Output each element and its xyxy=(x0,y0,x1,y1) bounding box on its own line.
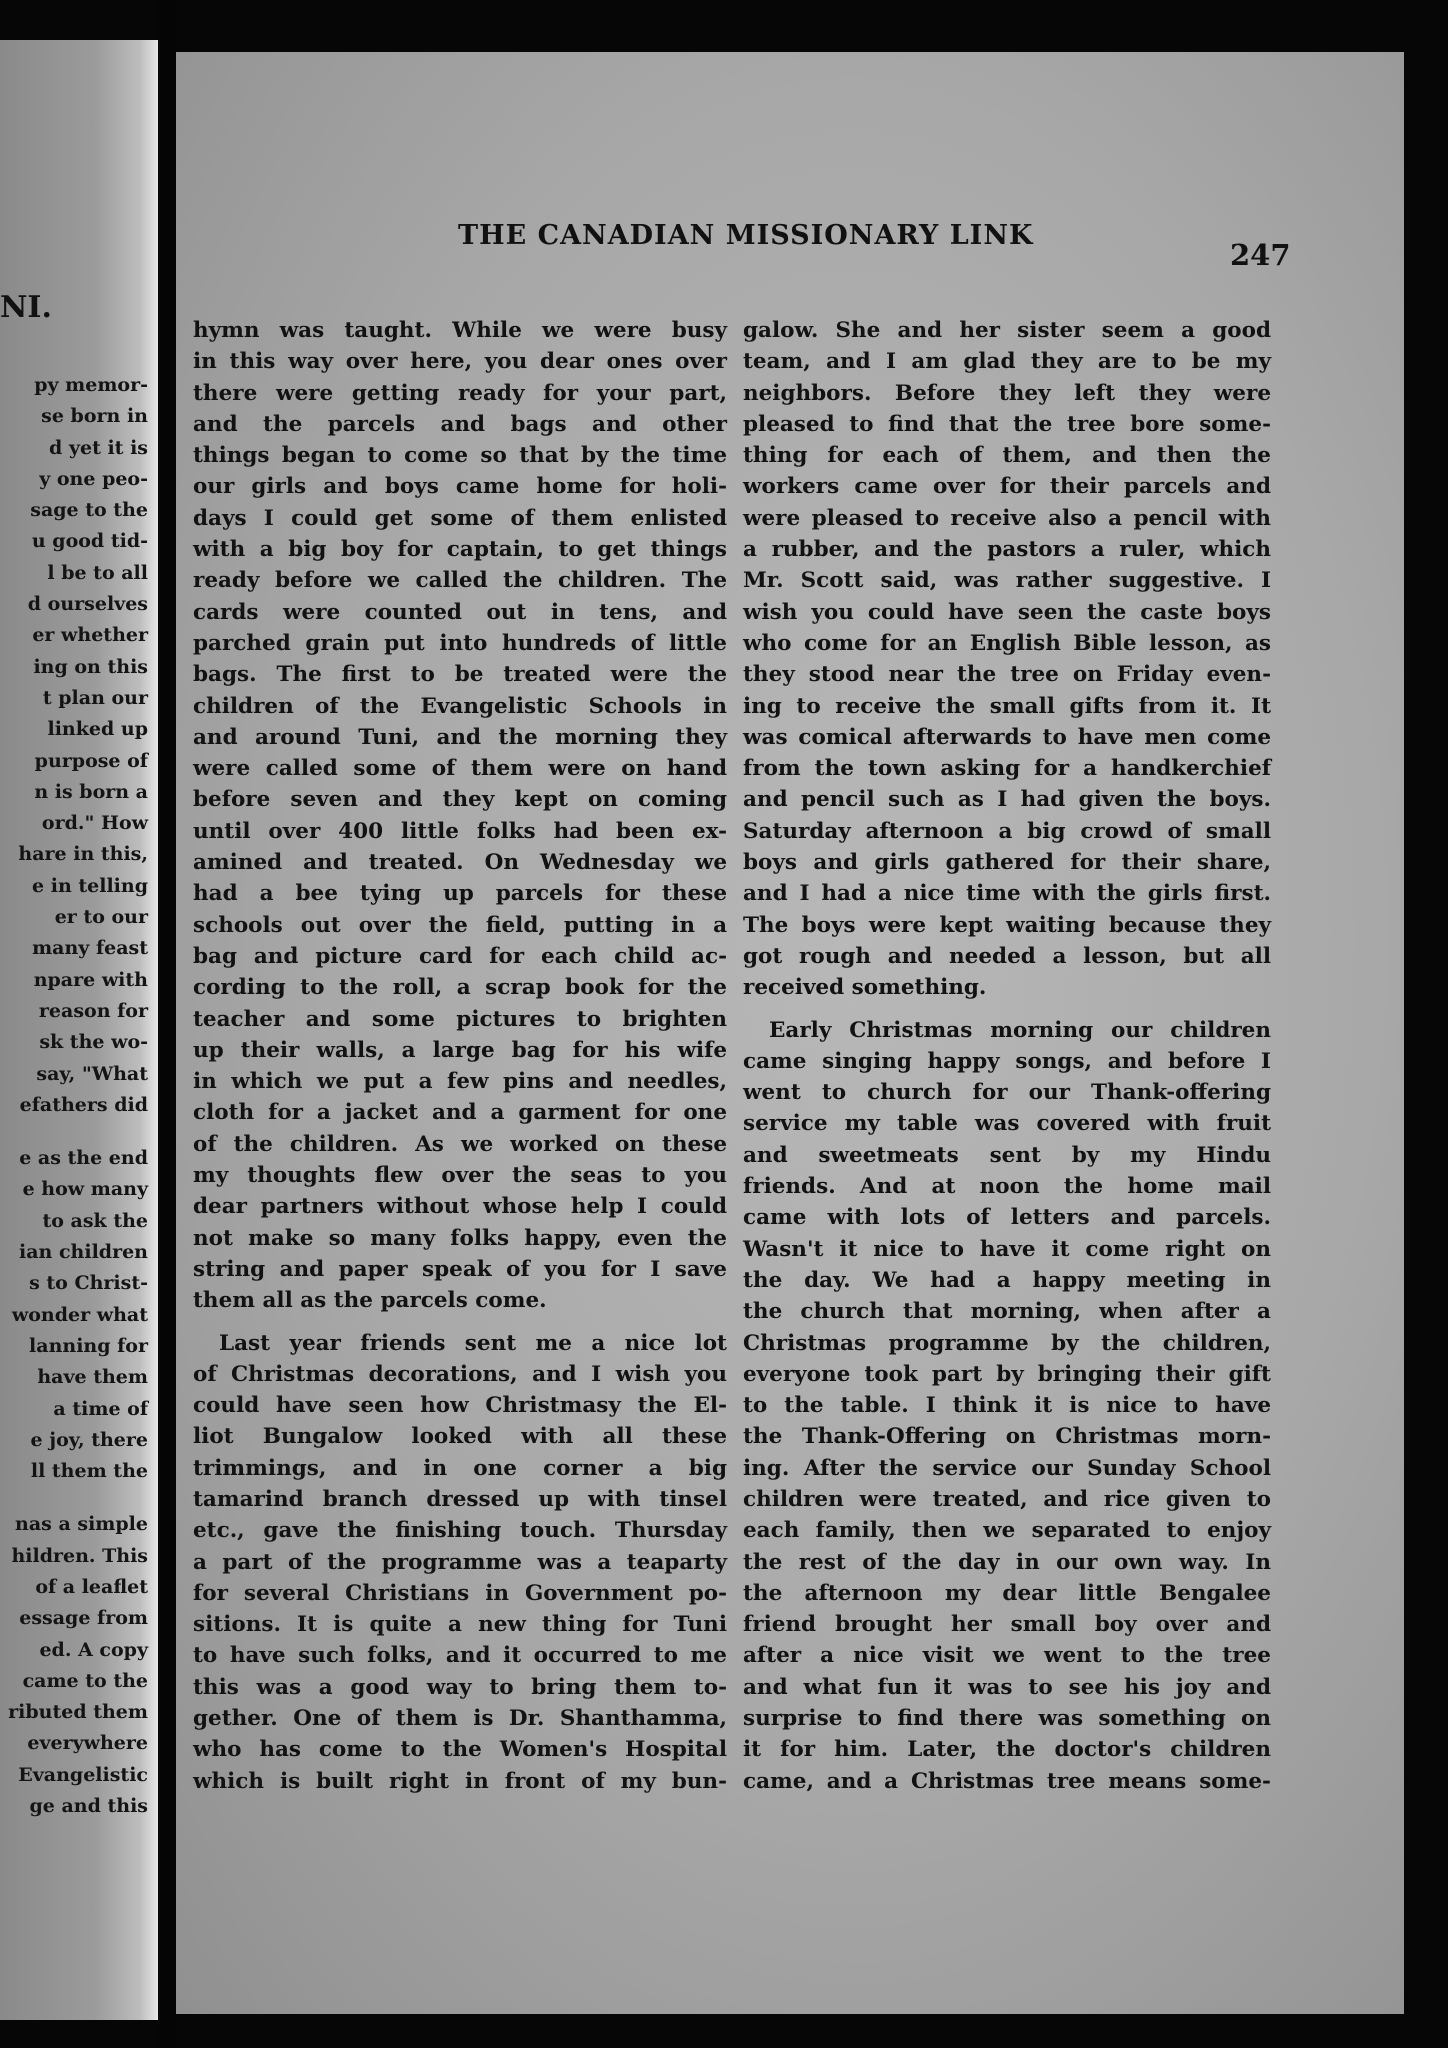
text-line: Mr. Scott said, was rather suggestive. I xyxy=(743,568,1271,594)
facing-text-line: wonder what xyxy=(11,1303,148,1326)
text-line: to have such folks, and it occurred to me xyxy=(193,1643,727,1669)
facing-text-line: hare in this, xyxy=(18,843,148,866)
text-line: and around Tuni, and the morning they xyxy=(193,724,727,750)
text-line: bag and picture card for each child ac- xyxy=(193,943,727,969)
page-number: 247 xyxy=(1230,238,1291,272)
text-line: my thoughts flew over the seas to you xyxy=(193,1163,727,1189)
text-line: before seven and they kept on coming xyxy=(193,787,727,813)
facing-text-line: er to our xyxy=(54,906,148,929)
text-line: pleased to find that the tree bore some- xyxy=(743,411,1271,437)
facing-text-line: came to the xyxy=(22,1669,148,1692)
text-line: galow. She and her sister seem a good xyxy=(743,318,1271,343)
text-line: got rough and needed a lesson, but all xyxy=(743,943,1271,969)
text-line: cards were counted out in tens, and xyxy=(193,599,727,625)
paragraph-gap xyxy=(0,1487,148,1509)
facing-text-line: everywhere xyxy=(27,1732,148,1755)
text-line: and the parcels and bags and other xyxy=(193,411,727,437)
facing-text-line: efathers did xyxy=(19,1093,148,1116)
text-line: of Christmas decorations, and I wish you xyxy=(193,1361,727,1387)
facing-page xyxy=(0,40,158,2020)
facing-text-line: se born in xyxy=(41,405,148,428)
text-line: service my table was covered with fruit xyxy=(743,1111,1271,1137)
text-line: gether. One of them is Dr. Shanthamma, xyxy=(193,1706,727,1732)
facing-text-line: ian children xyxy=(19,1241,148,1264)
facing-text-line: reason for xyxy=(38,999,148,1022)
facing-text-line: y one peo- xyxy=(39,467,148,490)
text-line: friend brought her small boy over and xyxy=(743,1612,1271,1638)
text-line: not make so many folks happy, even the xyxy=(193,1225,727,1251)
facing-text-line: t plan our xyxy=(42,686,148,709)
text-line: with a big boy for captain, to get things xyxy=(193,537,727,563)
text-line: tamarind branch dressed up with tinsel xyxy=(193,1486,727,1512)
facing-text-line: ributed them xyxy=(8,1701,148,1724)
text-line: ready before we called the children. The xyxy=(193,568,727,594)
text-line: received something. xyxy=(743,975,987,1001)
text-line: and I had a nice time with the girls first. xyxy=(743,881,1271,907)
paragraph-gap xyxy=(0,1121,148,1143)
text-line: and pencil such as I had given the boys. xyxy=(743,787,1271,813)
text-line: wish you could have seen the caste boys xyxy=(743,599,1271,625)
facing-text-line: er whether xyxy=(32,624,148,647)
text-line: surprise to find there was something on xyxy=(743,1706,1271,1732)
facing-text-line: Evangelistic xyxy=(18,1763,148,1786)
facing-text-line: a time of xyxy=(53,1397,148,1420)
text-line: teacher and some pictures to brighten xyxy=(193,1006,727,1032)
text-column-right xyxy=(743,315,1271,1797)
text-line: The boys were kept waiting because they xyxy=(743,912,1271,938)
text-line: ing. After the service our Sunday School xyxy=(743,1455,1271,1481)
text-line: the church that morning, when after a xyxy=(743,1299,1271,1325)
text-line: days I could get some of them enlisted xyxy=(193,505,727,531)
text-line: was comical afterwards to have men come xyxy=(743,724,1271,750)
text-line: them all as the parcels come. xyxy=(193,1288,547,1314)
text-line: who come for an English Bible lesson, as xyxy=(743,630,1271,656)
text-line: children were treated, and rice given to xyxy=(743,1486,1271,1512)
text-line: up their walls, a large bag for his wife xyxy=(193,1037,727,1063)
text-line: the afternoon my dear little Bengalee xyxy=(743,1580,1271,1606)
text-line: bags. The first to be treated were the xyxy=(193,662,727,688)
text-line: Wasn't it nice to have it come right on xyxy=(743,1236,1271,1262)
text-line: who has come to the Women's Hospital xyxy=(193,1737,727,1763)
text-line: team, and I am glad they are to be my xyxy=(743,349,1271,375)
text-line: for several Christians in Government po- xyxy=(193,1580,727,1606)
text-line: this was a good way to bring them to- xyxy=(193,1674,727,1700)
facing-text-line: hildren. This xyxy=(11,1544,148,1567)
facing-text-line: of a leaflet xyxy=(35,1575,148,1598)
text-line: dear partners without whose help I could xyxy=(193,1194,727,1220)
text-line: a rubber, and the pastors a ruler, which xyxy=(743,537,1271,563)
text-line: cording to the roll, a scrap book for the xyxy=(193,975,727,1001)
text-line: in this way over here, you dear ones over xyxy=(193,349,727,375)
text-line: Last year friends sent me a nice lot xyxy=(219,1330,727,1356)
text-line: ing to receive the small gifts from it. It xyxy=(743,693,1271,719)
text-line: hymn was taught. While we were busy xyxy=(193,318,727,343)
text-line: friends. And at noon the home mail xyxy=(743,1174,1271,1200)
journal-page xyxy=(176,52,1404,2014)
facing-text-line: essage from xyxy=(19,1607,148,1630)
text-line: liot Bungalow looked with all these xyxy=(193,1424,727,1450)
facing-text-line: ord." How xyxy=(41,812,148,835)
facing-page-heading: NI. xyxy=(0,290,52,325)
text-column-left xyxy=(193,315,727,1797)
text-line: from the town asking for a handkerchief xyxy=(743,756,1271,782)
text-line: and what fun it was to see his joy and xyxy=(743,1674,1271,1700)
running-header: THE CANADIAN MISSIONARY LINK xyxy=(458,220,1034,251)
facing-text-line: e how many xyxy=(22,1178,148,1201)
text-line: after a nice visit we went to the tree xyxy=(743,1643,1271,1669)
text-line: the day. We had a happy meeting in xyxy=(743,1267,1271,1293)
text-line: the rest of the day in our own way. In xyxy=(743,1549,1271,1575)
text-line: Early Christmas morning our children xyxy=(769,1017,1271,1043)
text-line: workers came over for their parcels and xyxy=(743,474,1271,500)
paragraph-gap xyxy=(743,1004,1271,1015)
text-line: in which we put a few pins and needles, xyxy=(193,1069,727,1095)
text-line: string and paper speak of you for I save xyxy=(193,1256,727,1282)
facing-text-line: ing on this xyxy=(33,655,148,678)
facing-text-line: py memor- xyxy=(34,374,148,396)
facing-text-line: npare with xyxy=(33,968,148,991)
text-line: sitions. It is quite a new thing for Tuni xyxy=(193,1612,727,1638)
text-line: came, and a Christmas tree means some- xyxy=(743,1768,1271,1794)
facing-text-line: lanning for xyxy=(29,1334,148,1357)
facing-text-line: e in telling xyxy=(32,874,148,897)
book-gutter xyxy=(158,0,176,2048)
text-line: came singing happy songs, and before I xyxy=(743,1048,1271,1074)
facing-text-line: say, "What xyxy=(36,1062,148,1085)
text-line: it for him. Later, the doctor's children xyxy=(743,1737,1271,1763)
facing-page-text xyxy=(0,370,148,1822)
facing-text-line: nas a simple xyxy=(15,1513,148,1536)
facing-text-line: purpose of xyxy=(34,749,148,772)
facing-text-line: sage to the xyxy=(30,499,148,522)
text-line: each family, then we separated to enjoy xyxy=(743,1518,1271,1544)
text-line: amined and treated. On Wednesday we xyxy=(193,850,727,876)
text-line: had a bee tying up parcels for these xyxy=(193,881,727,907)
text-line: to the table. I think it is nice to have xyxy=(743,1393,1271,1419)
facing-text-line: sk the wo- xyxy=(39,1031,148,1054)
facing-text-line: ge and this xyxy=(29,1795,148,1818)
text-line: could have seen how Christmasy the El- xyxy=(193,1393,727,1419)
text-line: neighbors. Before they left they were xyxy=(743,380,1271,406)
text-line: children of the Evangelistic Schools in xyxy=(193,693,727,719)
text-line: cloth for a jacket and a garment for one xyxy=(193,1100,727,1126)
facing-text-line: l be to all xyxy=(47,561,148,584)
facing-text-line: ll them the xyxy=(30,1460,148,1483)
facing-text-line: ed. A copy xyxy=(39,1638,148,1661)
text-line: Christmas programme by the children, xyxy=(743,1330,1271,1356)
facing-text-line: n is born a xyxy=(34,780,148,803)
text-line: of the children. As we worked on these xyxy=(193,1131,727,1157)
text-line: were called some of them were on hand xyxy=(193,756,727,782)
text-line: there were getting ready for your part, xyxy=(193,380,727,406)
facing-text-line: have them xyxy=(37,1366,148,1389)
text-line: they stood near the tree on Friday even- xyxy=(743,662,1271,688)
facing-text-line: linked up xyxy=(47,718,148,741)
text-line: which is built right in front of my bun- xyxy=(193,1768,727,1794)
text-line: trimmings, and in one corner a big xyxy=(193,1455,727,1481)
text-line: a part of the programme was a teaparty xyxy=(193,1549,727,1575)
text-line: and sweetmeats sent by my Hindu xyxy=(743,1142,1271,1168)
facing-text-line: s to Christ- xyxy=(29,1272,148,1295)
text-line: our girls and boys came home for holi- xyxy=(193,474,727,500)
text-line: came with lots of letters and parcels. xyxy=(743,1205,1271,1231)
text-line: everyone took part by bringing their gift xyxy=(743,1361,1271,1387)
paragraph-gap xyxy=(193,1317,727,1328)
text-line: thing for each of them, and then the xyxy=(743,443,1271,469)
text-line: Saturday afternoon a big crowd of small xyxy=(743,818,1271,844)
facing-text-line: e as the end xyxy=(19,1147,148,1170)
facing-text-line: d yet it is xyxy=(49,436,148,459)
text-line: parched grain put into hundreds of little xyxy=(193,630,727,656)
text-line: schools out over the field, putting in a xyxy=(193,912,727,938)
text-line: the Thank-Offering on Christmas morn- xyxy=(743,1424,1271,1450)
facing-text-line: d ourselves xyxy=(27,593,148,616)
facing-text-line: u good tid- xyxy=(31,530,148,553)
facing-text-line: many feast xyxy=(32,937,148,960)
text-line: etc., gave the finishing touch. Thursday xyxy=(193,1518,727,1544)
text-line: were pleased to receive also a pencil with xyxy=(743,505,1271,531)
text-line: things began to come so that by the time xyxy=(193,443,727,469)
facing-text-line: e joy, there xyxy=(30,1428,148,1451)
facing-text-line: to ask the xyxy=(42,1209,148,1232)
text-line: boys and girls gathered for their share, xyxy=(743,850,1271,876)
text-line: until over 400 little folks had been ex- xyxy=(193,818,727,844)
text-line: went to church for our Thank-offering xyxy=(743,1080,1271,1106)
